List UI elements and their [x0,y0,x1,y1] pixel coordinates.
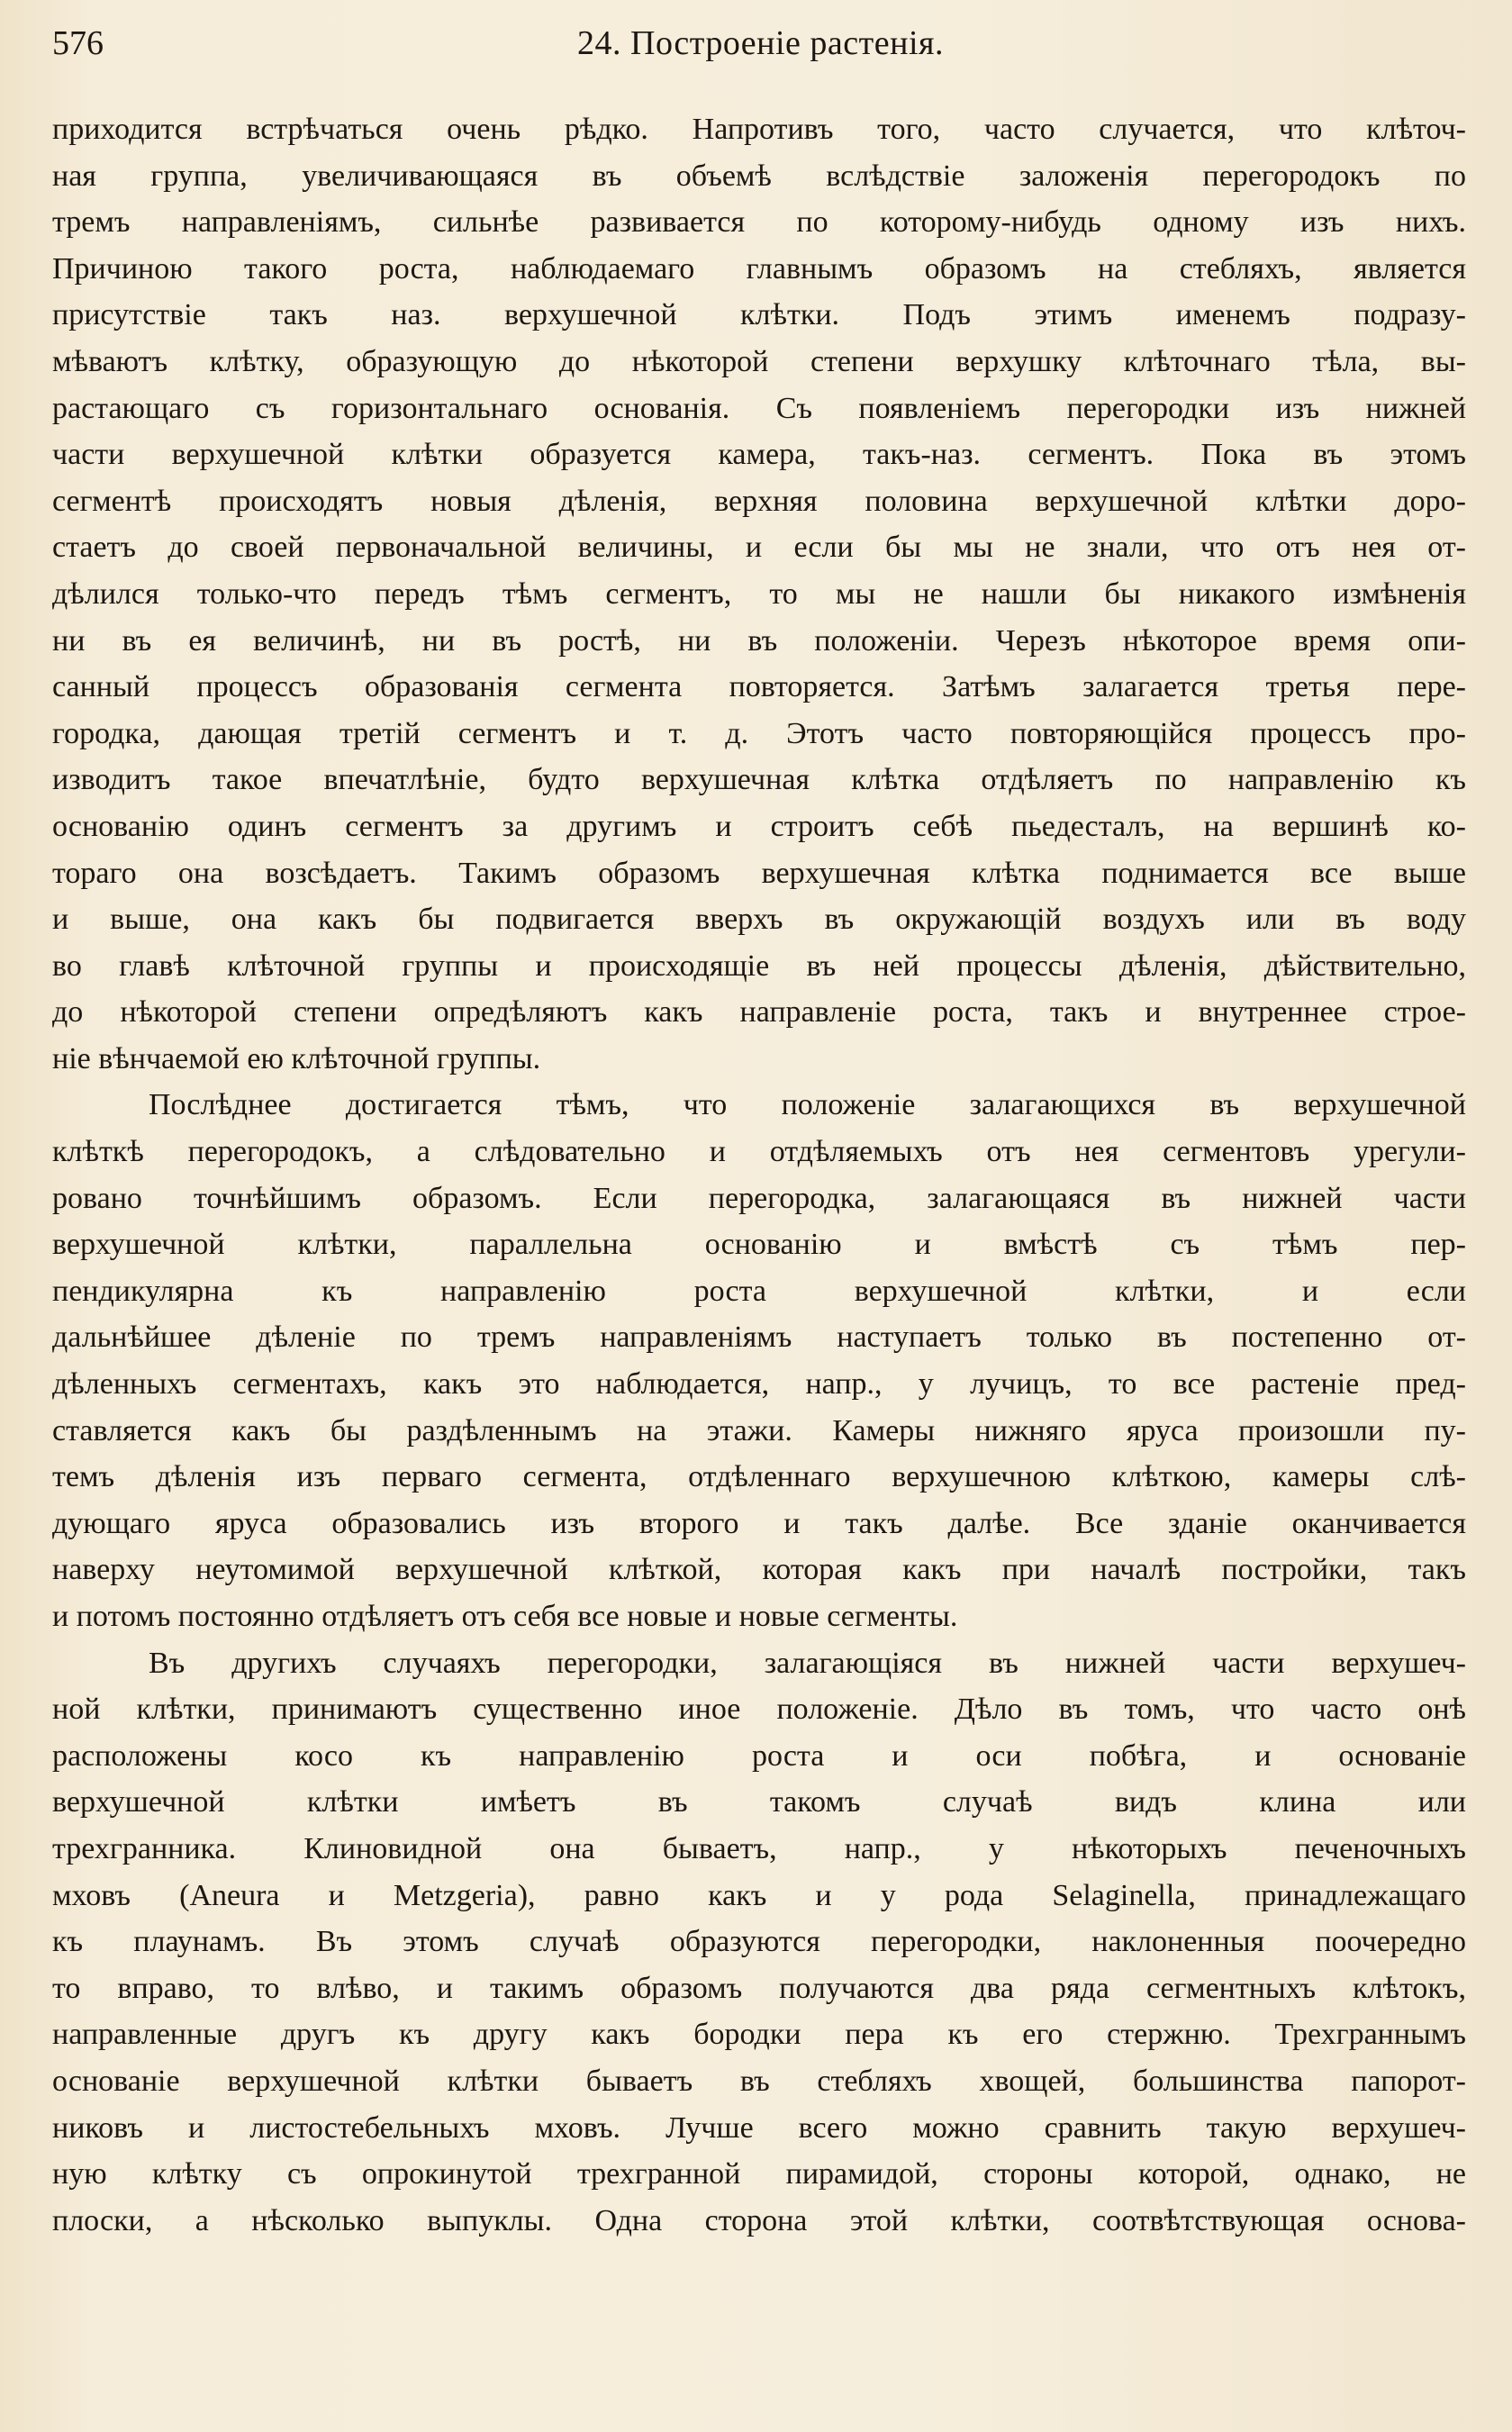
chapter-title: 24. Построеніе растенія. [577,24,944,62]
text-line: приходится встрѣчаться очень рѣдко. Напротивъ того, часто случается, что клѣточ- [52,113,1466,146]
text-line: Причиною такого роста, наблюдаемаго главнымъ образомъ на стебляхъ, является [52,251,1466,286]
text-line: тораго она возсѣдаетъ. Такимъ образомъ верхушечная клѣтка поднимается все выше [52,856,1466,890]
text-line: пендикулярна къ направленію роста верхушечной клѣтки, и если [52,1274,1466,1308]
running-head [52,18,1469,68]
text-line: ровано точнѣйшимъ образомъ. Если перегородка, залагающаяся въ нижней части [52,1181,1466,1215]
page-number: 576 [52,24,104,62]
text-line: части верхушечной клѣтки образуется камера, такъ-наз. сегментъ. Пока въ этомъ [52,438,1466,472]
text-line: наверху неутомимой верхушечной клѣткой, которая какъ при началѣ постройки, такъ [52,1553,1466,1587]
text-line: дѣлился только-что передъ тѣмъ сегментъ, то мы не нашли бы никакого измѣненія [52,576,1466,611]
text-line: трехгранника. Клиновидной она бываетъ, напр., у нѣкоторыхъ печеночныхъ [52,1831,1466,1865]
text-line: направленные другъ къ другу какъ бородки пера къ его стержню. Трехграннымъ [52,2018,1466,2052]
text-line: тремъ направленіямъ, сильнѣе развивается по которому-нибудь одному изъ нихъ. [52,205,1466,240]
text-line: ставляется какъ бы раздѣленнымъ на этажи. Камеры нижняго яруса произошли пу- [52,1413,1466,1447]
text-line: стаетъ до своей первоначальной величины, и если бы мы не знали, что отъ нея от- [52,531,1466,565]
text-line: никовъ и листостебельныхъ мховъ. Лучше всего можно сравнить такую верхушеч- [52,2110,1466,2145]
text-line: ная группа, увеличивающаяся въ объемѣ вслѣдствіе заложенія перегородокъ по [52,159,1466,193]
text-line: ніе вѣнчаемой ею клѣточной группы. [52,1041,541,1075]
text-line: санный процессъ образованія сегмента повторяется. Затѣмъ залагается третья пере- [52,670,1466,704]
text-line: темъ дѣленія изъ перваго сегмента, отдѣленнаго верхушечною клѣткою, камеры слѣ- [52,1460,1466,1494]
text-line: дѣленныхъ сегментахъ, какъ это наблюдается, напр., у лучицъ, то все растеніе пред- [52,1367,1466,1402]
text-line: къ плаунамъ. Въ этомъ случаѣ образуются перегородки, наклоненныя поочередно [52,1925,1466,1959]
text-line: изводитъ такое впечатлѣніе, будто верхушечная клѣтка отдѣляетъ по направленію къ [52,763,1466,797]
text-line: во главѣ клѣточной группы и происходящіе въ ней процессы дѣленія, дѣйствительно, [52,948,1466,983]
text-line: и потомъ постоянно отдѣляетъ отъ себя все новые и новые сегменты. [52,1600,958,1633]
text-line: плоски, а нѣсколько выпуклы. Одна сторона этой клѣтки, соотвѣтствующая основа- [52,2203,1466,2237]
text-line: ную клѣтку съ опрокинутой трехгранной пирамидой, стороны которой, однако, не [52,2157,1466,2192]
text-line: до нѣкоторой степени опредѣляютъ какъ направленіе роста, такъ и внутреннее строе- [52,995,1466,1030]
text-line: верхушечной клѣтки имѣетъ въ такомъ случаѣ видъ клина или [52,1785,1466,1819]
text-line: дующаго яруса образовались изъ второго и такъ далѣе. Все зданіе оканчивается [52,1506,1466,1540]
text-line: мховъ (Aneura и Metzgeria), равно какъ и у рода Selaginella, принадлежащаго [52,1878,1466,1912]
text-line: дальнѣйшее дѣленіе по тремъ направленіямъ наступаетъ только въ постепенно от- [52,1320,1466,1355]
text-line: сегментѣ происходятъ новыя дѣленія, верхняя половина верхушечной клѣтки доро- [52,484,1466,518]
text-line: растающаго съ горизонтальнаго основанія. Съ появленіемъ перегородки изъ нижней [52,391,1466,425]
text-line: расположены косо къ направленію роста и оси побѣга, и основаніе [52,1738,1466,1773]
text-line: основаніе верхушечной клѣтки бываетъ въ стебляхъ хвощей, большинства папорот- [52,2064,1466,2098]
text-line: присутствіе такъ наз. верхушечной клѣтки. Подъ этимъ именемъ подразу- [52,298,1466,332]
text-line: верхушечной клѣтки, параллельна основанію и вмѣстѣ съ тѣмъ пер- [52,1228,1466,1262]
text-line: Послѣднее достигается тѣмъ, что положеніе залагающихся въ верхушечной [149,1088,1466,1122]
text-line: ной клѣтки, принимаютъ существенно иное положеніе. Дѣло въ томъ, что часто онѣ [52,1692,1466,1727]
text-line: городка, дающая третій сегментъ и т. д. Этотъ часто повторяющійся процессъ про- [52,716,1466,750]
body-text [52,106,1466,2244]
text-line: и выше, она какъ бы подвигается вверхъ въ окружающій воздухъ или въ воду [52,903,1466,937]
text-line: ни въ ея величинѣ, ни въ ростѣ, ни въ положеніи. Черезъ нѣкоторое время опи- [52,623,1466,658]
text-line: то вправо, то влѣво, и такимъ образомъ получаются два ряда сегментныхъ клѣтокъ, [52,1971,1466,2005]
text-line: основанію одинъ сегментъ за другимъ и строитъ себѣ пьедесталъ, на вершинѣ ко- [52,809,1466,843]
text-line: Въ другихъ случаяхъ перегородки, залагающіяся въ нижней части верхушеч- [149,1646,1466,1680]
text-line: мѣваютъ клѣтку, образующую до нѣкоторой степени верхушку клѣточнаго тѣла, вы- [52,344,1466,378]
text-line: клѣткѣ перегородокъ, а слѣдовательно и отдѣляемыхъ отъ нея сегментовъ урегули- [52,1135,1466,1169]
